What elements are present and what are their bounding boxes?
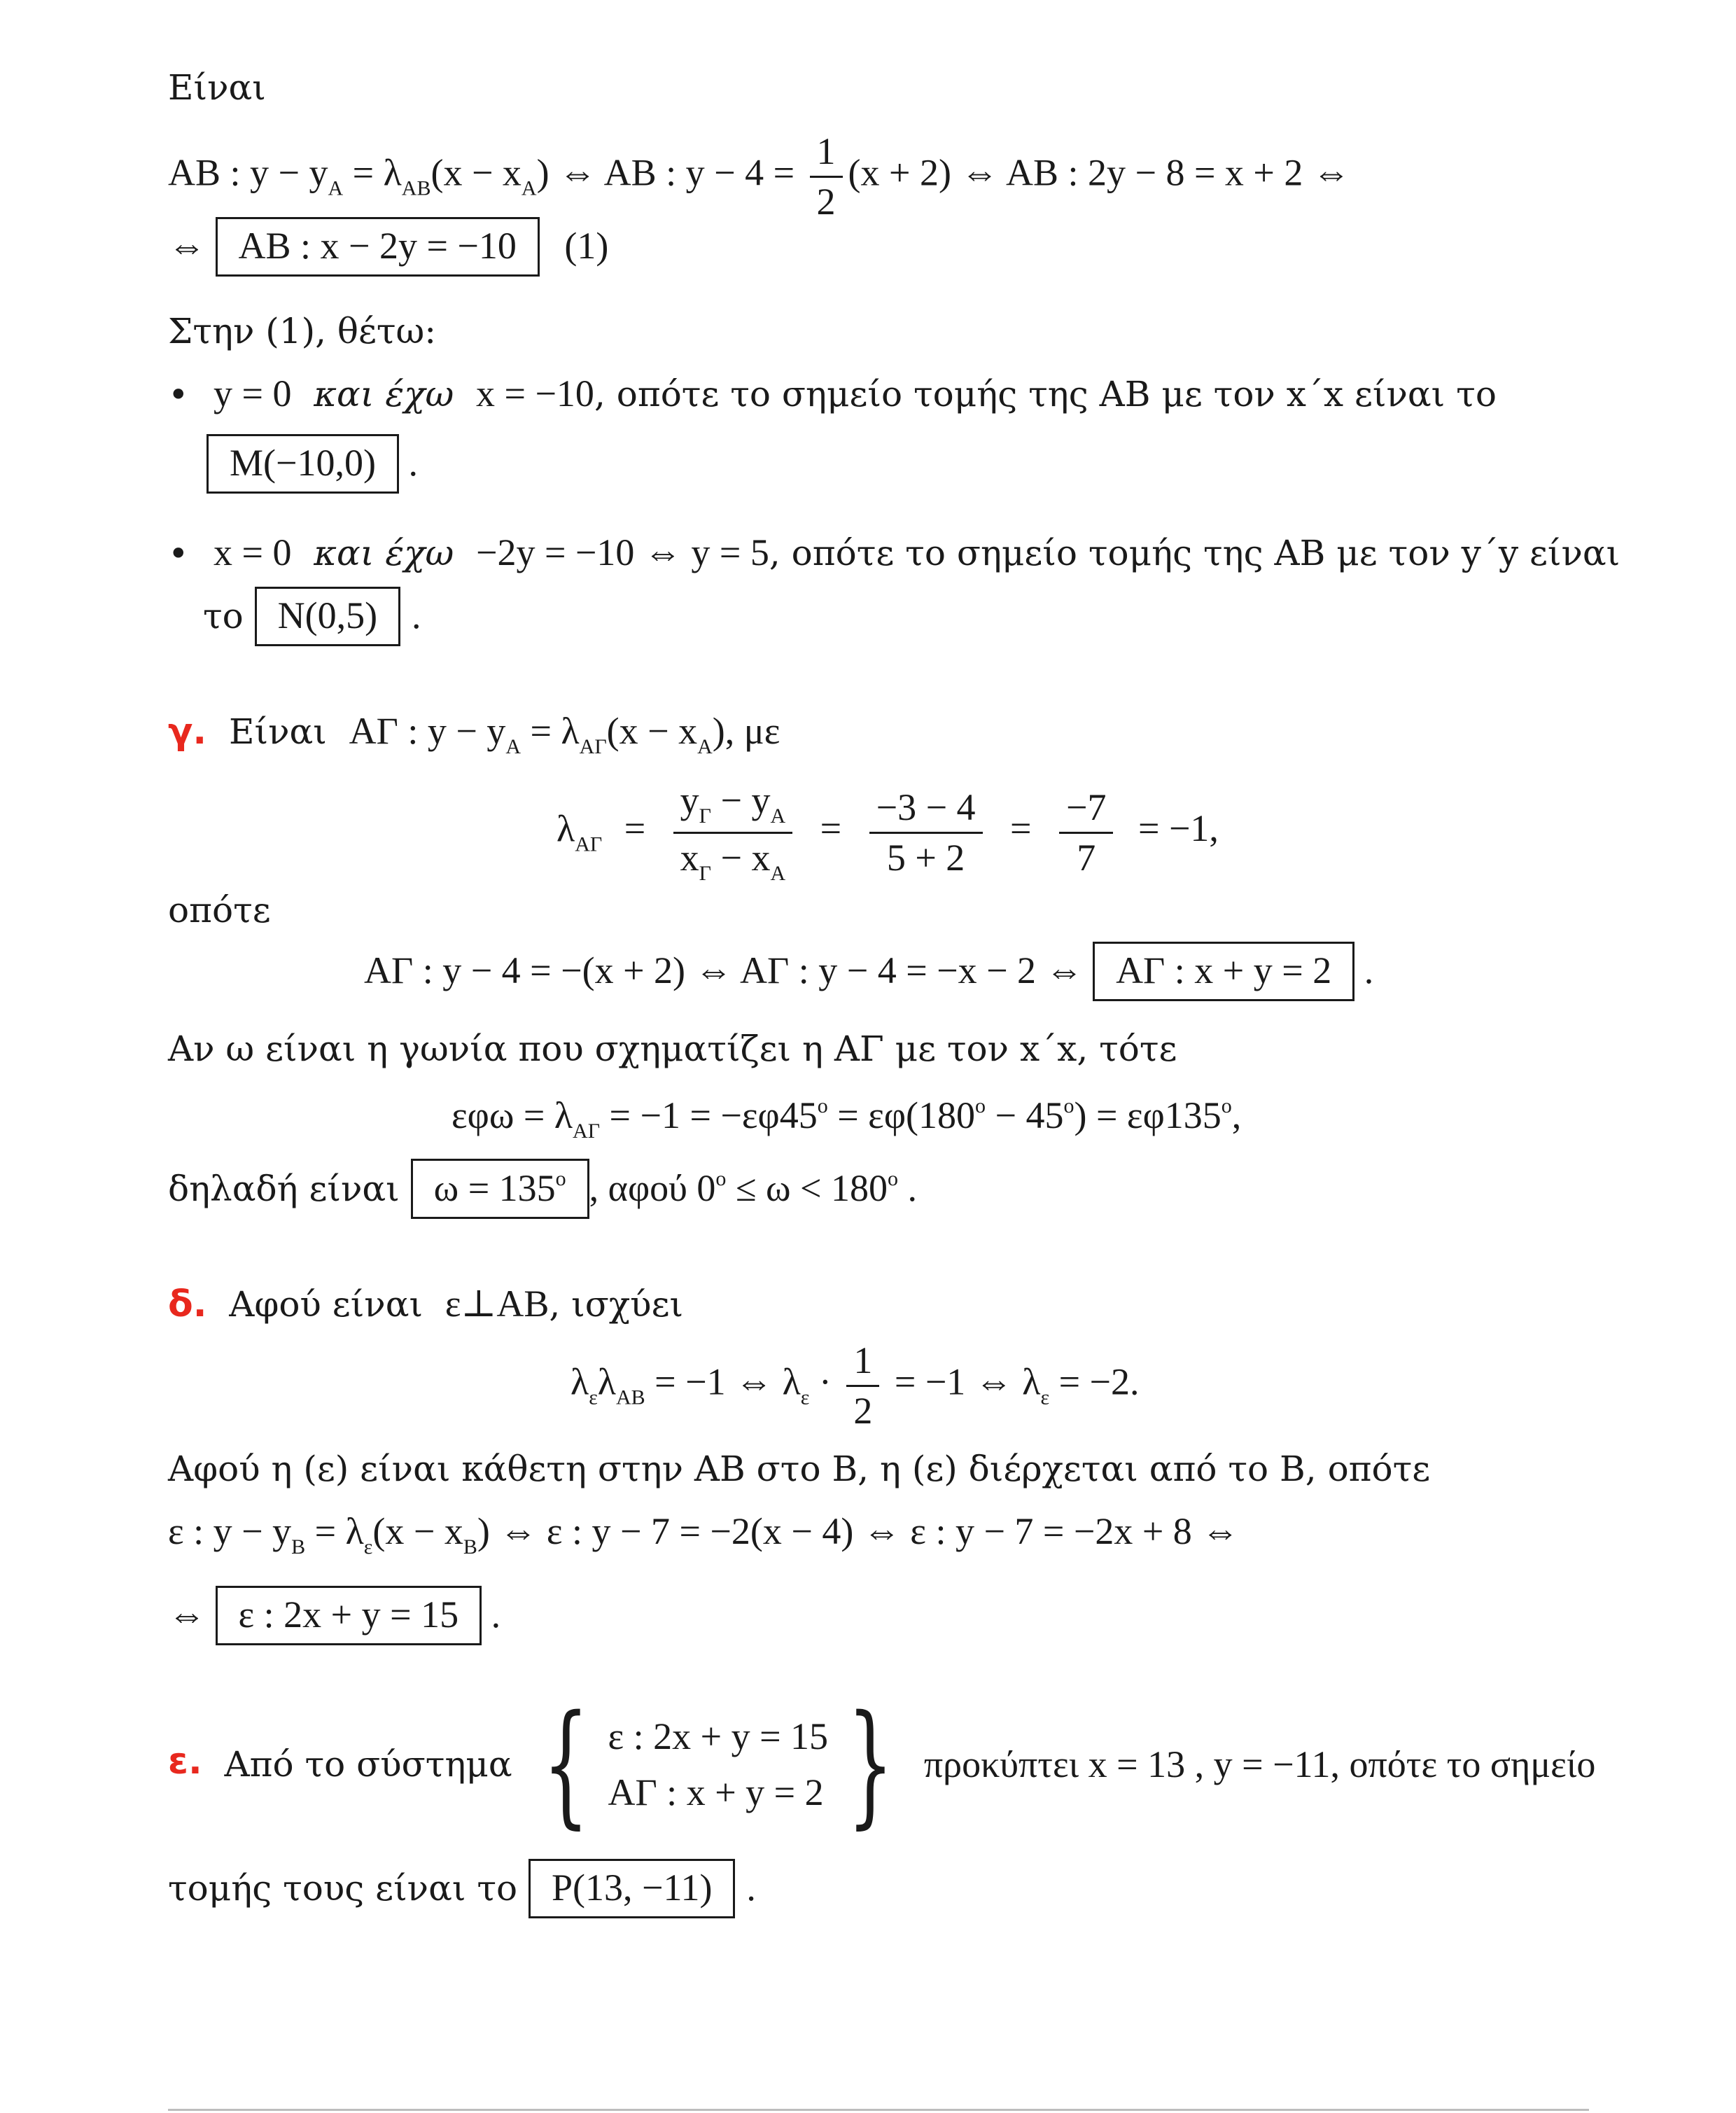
- section-d-label: δ.: [168, 1283, 207, 1325]
- bullet-1-line: y = 0 και έχω x = −10, οπότε το σημείο τομής της AB με τον x΄x είναι το: [214, 372, 1497, 414]
- bullet-1-result: M(−10,0) .: [206, 434, 418, 494]
- epsilon-final: ⇔ ε : 2x + y = 15 .: [168, 1586, 500, 1645]
- ag-line-formula: AΓ : $y - y_A = \lambda_{A\Gamma}(x - x_A)$, με: [349, 710, 780, 758]
- fraction-one-half: $\frac{1}{2}$: [810, 132, 843, 221]
- fraction-slope-simplified: $\frac{-7}{7}$: [1059, 788, 1113, 877]
- angle-conclusion: δηλαδή είναι $\omega = 135^o$ , αφού $0^o \le \omega < 180^o$ .: [168, 1159, 917, 1219]
- boxed-epsilon-equation: ε : 2x + y = 15: [216, 1586, 482, 1645]
- bullet-1-symbol: •: [168, 375, 189, 415]
- boxed-point-m: M(−10,0): [206, 434, 399, 494]
- section-e-system: ε. Από το σύστημα { ε : 2x + y = 15 AΓ : x + y = 2 } προκύπτει x = 13 , y = −11, οπότε το σημείο: [168, 1687, 1596, 1841]
- slope-ag-equation: $\lambda_{A\Gamma}$ = $\frac{y_\Gamma - y_A}{x_\Gamma - x_A}$ = $\frac{-3 - 4}{5 + 2}$ = $\frac{-7}{7}$ = −1,: [556, 779, 1219, 885]
- boxed-ab-equation: AB : x − 2y = −10: [216, 217, 540, 277]
- tan-equation: $\varepsilon\varphi\omega = \lambda_{A\Gamma} = -1 = -\varepsilon\varphi 45^o = \varepsilon\varphi(180^o - 45^o) = \varepsilon\varphi 135^o$,: [451, 1094, 1242, 1143]
- intro-text: Είναι: [168, 67, 266, 108]
- section-c-intro: γ. Είναι AΓ : $y - y_A = \lambda_{A\Gamma}(x - x_A)$, με: [168, 710, 780, 758]
- bullet-2-result: το N(0,5) .: [203, 587, 421, 646]
- slope-perp-equation: $\lambda_\varepsilon\lambda_{AB} = -1$ ⇔ $\lambda_\varepsilon$ · $\frac{1}{2}$ = −1 ⇔ $\lambda_\varepsilon = -2$.: [570, 1339, 1140, 1432]
- fraction-one-half-d: $\frac{1}{2}$: [846, 1341, 879, 1430]
- section-d-intro: δ. Αφού είναι ε⊥AB, ισχύει: [168, 1283, 684, 1325]
- eq-ab-line1: AB : $y - y_A = \lambda_{AB}(x - x_A)$ ⇔ AB : y − 4 = $\frac{1}{2}$ (x + 2) ⇔ AB : 2y − 8 = x + 2 ⇔: [168, 130, 1350, 223]
- sub-intro: Στην (1), θέτω:: [168, 311, 437, 351]
- thus-text: οπότε: [168, 890, 271, 930]
- boxed-point-n: N(0,5): [255, 587, 400, 646]
- bullet-2-symbol: •: [168, 534, 189, 574]
- right-brace: }: [847, 1687, 894, 1841]
- left-brace: {: [542, 1687, 589, 1841]
- footer-rule: [168, 2109, 1589, 2111]
- perp-text: Αφού η (ε) είναι κάθετη στην AB στο B, η (ε) διέρχεται από το B, οπότε: [168, 1449, 1431, 1489]
- fraction-slope-values: $\frac{-3 - 4}{5 + 2}$: [869, 788, 983, 877]
- fraction-slope-formula: $\frac{y_\Gamma - y_A}{x_\Gamma - x_A}$: [673, 781, 792, 884]
- bullet-2-line: x = 0 και έχω −2y = −10 ⇔ y = 5, οπότε το σημείο τομής της AB με τον y΄y είναι: [214, 531, 1620, 573]
- section-c-label: γ.: [168, 711, 207, 753]
- equation-tag: (1): [564, 225, 609, 267]
- angle-intro: Αν ω είναι η γωνία που σχηματίζει η AΓ με τον x΄x, τότε: [168, 1028, 1177, 1069]
- section-e-final: τομής τους είναι το P(13, −11) .: [168, 1859, 756, 1918]
- boxed-angle-result: $\omega = 135^o$: [411, 1159, 589, 1219]
- ag-equation-line: AΓ : y − 4 = −(x + 2) ⇔ AΓ : y − 4 = −x − 2 ⇔ AΓ : x + y = 2 .: [364, 942, 1373, 1001]
- epsilon-line-equation: ε : $y - y_B = \lambda_\varepsilon(x - x_B)$ ⇔ ε : y − 7 = −2(x − 4) ⇔ ε : y − 7 = −2x + 8 ⇔: [168, 1510, 1240, 1558]
- boxed-ag-equation: AΓ : x + y = 2: [1093, 942, 1354, 1001]
- section-e-label: ε.: [168, 1741, 202, 1783]
- boxed-point-p: P(13, −11): [528, 1859, 735, 1918]
- equation-system: ε : 2x + y = 15 AΓ : x + y = 2: [608, 1715, 829, 1813]
- eq-ab-line2: ⇔ AB : x − 2y = −10 (1): [168, 217, 608, 277]
